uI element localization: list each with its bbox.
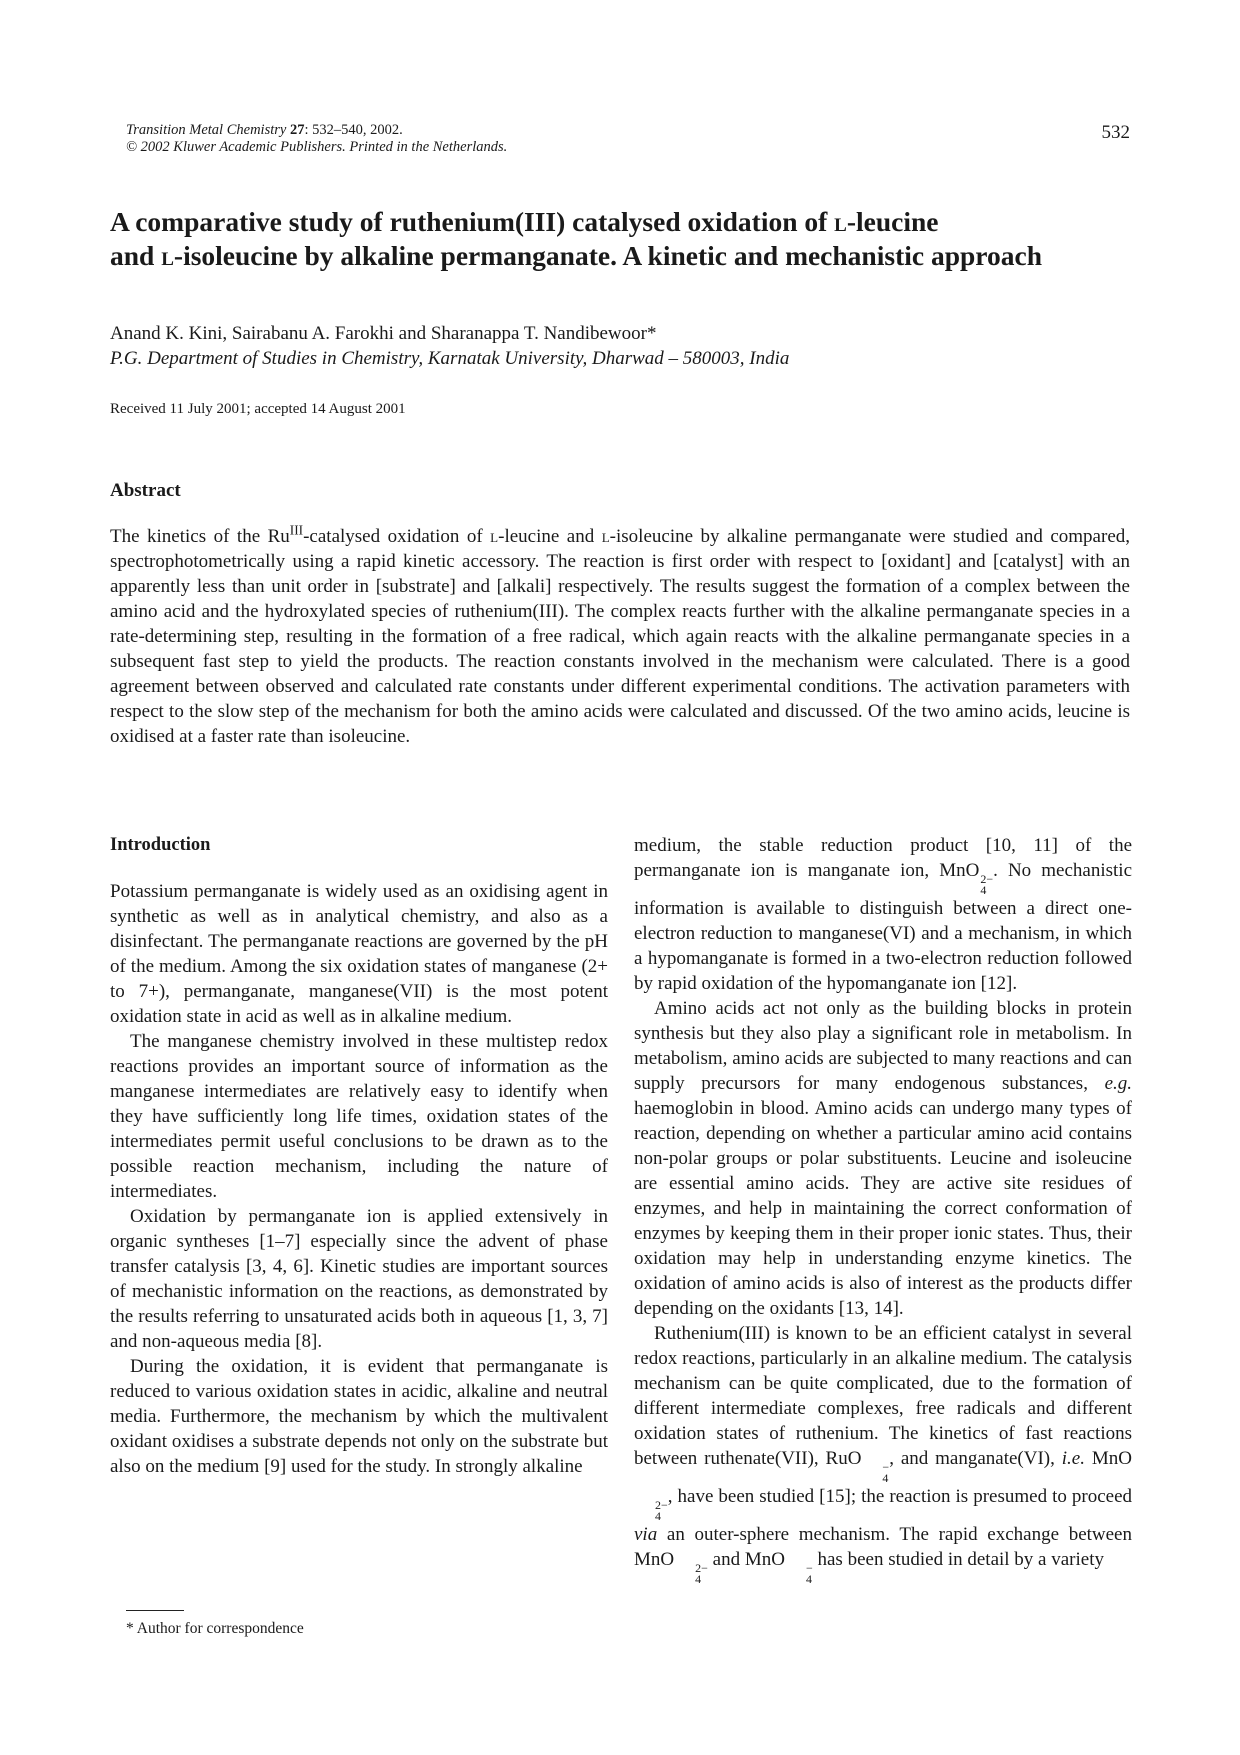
paragraph-text: , and manganate(VI), — [889, 1448, 1062, 1469]
abstract-text: The kinetics of the Ru — [110, 526, 290, 547]
ion-charge — [675, 1563, 708, 1585]
paragraph-text: has been studied in detail by a variety — [812, 1549, 1104, 1570]
paragraph-text: Amino acids act not only as the building blocks in protein synthesis but they also play a significant role in metabolism. In metabolism, amino acids are subjected to many reactions and can supply precursors for many endogenous substances, — [634, 998, 1132, 1094]
subscript: 4 — [882, 1471, 889, 1485]
journal-name: Transition Metal Chemistry — [126, 122, 287, 138]
paragraph-text: e.g. — [1104, 1073, 1132, 1094]
superscript: III — [289, 522, 304, 538]
ion-charge — [862, 1462, 889, 1484]
paragraph-text: Ruthenium(III) is known to be an efficient catalyst in several redox reactions, particularly in an alkaline medium. The catalysis mechanism can be quite complicated, due to the formation of different intermediate complexes, free radicals and different oxidation states of ruthenium. The kinetics of fast reactions between ruthenate(VII), RuO — [634, 1323, 1132, 1469]
title-text: l — [834, 206, 847, 237]
paragraph: Oxidation by permanganate ion is applied extensively in organic syntheses [1–7] especially since the advent of phase transfer catalysis [3, 4, 6]. Kinetic studies are important sources of mechanistic information on the reactions, as demonstrated by the results referring to unsaturated acids both in aqueous [1, 3, 7] and non-aqueous media [8]. — [110, 1206, 608, 1352]
charge: 2− — [980, 872, 994, 886]
charge: 2− — [655, 1498, 668, 1512]
charge: 2− — [695, 1561, 708, 1575]
title-text: and — [110, 240, 162, 271]
abstract-text: l — [490, 526, 499, 547]
abstract-text: -isoleucine by alkaline permanganate were studied and compared, spectrophotometrically using a rapid kinetic accessory. The reaction is first order with respect to [oxidant] and [catalyst] with an apparently less than unit order in [substrate] and [alkali] respectively. The results suggest the formation of a complex between the amino acid and the hydroxylated species of ruthenium(III). The complex reacts further with the alkaline permanganate species in a rate-determining step, resulting in the formation of a free radical, which again reacts with the alkaline permanganate species in a subsequent fast step to yield the products. The reaction constants involved in the mechanism were calculated. There is a good agreement between observed and calculated rate constants under different experimental conditions. The activation parameters with respect to the slow step of the mechanism for both the amino acids were calculated and discussed. Of the two amino acids, leucine is oxidised at a faster rate than isoleucine. — [110, 526, 1130, 747]
paragraph-text: medium, the stable reduction product [10, 11] of the permanganate ion is manganate ion, MnO — [634, 835, 1132, 881]
ion-charge — [635, 1500, 668, 1522]
paragraph-text: i.e. — [1061, 1448, 1085, 1469]
subscript: 4 — [805, 1572, 812, 1586]
paragraph — [634, 833, 1132, 996]
title-text: A comparative study of ruthenium(III) catalysed oxidation of — [110, 206, 835, 237]
footnote-rule — [126, 1610, 184, 1611]
journal-volume: 27 — [289, 122, 305, 138]
paragraph: The manganese chemistry involved in these multistep redox reactions provides an important source of information as the manganese intermediates are relatively easy to identify when they have sufficiently long life times, oxidation states of the intermediates permit useful conclusions to be drawn as to the possible reaction mechanism, including the nature of intermediates. — [110, 1031, 608, 1202]
paragraph-text: . No mechanistic information is available to distinguish between a direct one-electron reduction to manganese(VI) and a mechanism, in which a hypomanganate is formed in a two-electron reduction followed by rapid oxidation of the hypomanganate ion [12]. — [634, 860, 1132, 994]
paragraph-text: and MnO — [707, 1549, 785, 1570]
paragraph: During the oxidation, it is evident that permanganate is reduced to various oxidation states in acidic, alkaline and neutral media. Furthermore, the mechanism by which the multivalent oxidant oxidises a substrate depends not only on the substrate but also on the medium [9] used for the study. In strongly alkaline — [110, 1356, 608, 1477]
ion-charge — [786, 1563, 813, 1585]
footnote: * Author for correspondence — [126, 1620, 304, 1637]
journal-citation — [126, 122, 507, 156]
abstract-text: -catalysed oxidation of — [303, 526, 491, 547]
paragraph-text: haemoglobin in blood. Amino acids can undergo many types of reaction, depending on whether a particular amino acid contains non-polar groups or polar substituents. Leucine and isoleucine are essential amino acids. They are active site residues of enzymes, and help in maintaining the correct conformation of enzymes by keeping them in their proper ionic states. Thus, their oxidation may help in understanding enzyme kinetics. The oxidation of amino acids is also of interest as the products differ depending on the oxidants [13, 14]. — [634, 1098, 1132, 1319]
paragraph-text: via — [634, 1524, 658, 1545]
abstract-body — [110, 524, 1130, 749]
abstract-text: -leucine and — [498, 526, 602, 547]
title-text: -isoleucine by alkaline permanganate. A kinetic and mechanistic approach — [173, 240, 1042, 271]
journal-pages: : 532–540, 2002. — [304, 122, 403, 138]
right-column — [634, 833, 1132, 1585]
abstract-heading: Abstract — [110, 480, 181, 501]
paper-title — [110, 205, 1130, 273]
subscript: 4 — [655, 1509, 661, 1523]
title-text: l — [161, 240, 174, 271]
subscript: 4 — [980, 883, 987, 897]
copyright-line: © 2002 Kluwer Academic Publishers. Printed in the Netherlands. — [126, 139, 508, 155]
paragraph — [634, 1321, 1132, 1585]
introduction-heading: Introduction — [110, 835, 211, 855]
received-dates: Received 11 July 2001; accepted 14 August 2001 — [110, 401, 406, 417]
paragraph: Potassium permanganate is widely used as an oxidising agent in synthetic as well as in analytical chemistry, and also as a disinfectant. The permanganate reactions are governed by the pH of the medium. Among the six oxidation states of manganese (2+ to 7+), permanganate, manganese(VII) is the most potent oxidation state in acid as well as in alkaline medium. — [110, 881, 608, 1027]
title-text: -leucine — [846, 206, 939, 237]
page-number: 532 — [1101, 122, 1130, 143]
subscript: 4 — [695, 1572, 702, 1586]
abstract-text: l — [601, 526, 610, 547]
ion-charge — [980, 874, 993, 896]
affiliation: P.G. Department of Studies in Chemistry, Karnatak University, Dharwad – 580003, India — [110, 348, 790, 369]
paragraph-text: , have been studied [15]; the reaction is presumed to proceed — [667, 1486, 1132, 1507]
paragraph-text: an outer-sphere mechanism. The rapid exchange between MnO — [634, 1524, 1132, 1570]
paragraph — [634, 996, 1132, 1321]
charge: − — [882, 1460, 890, 1474]
author-list: Anand K. Kini, Sairabanu A. Farokhi and Sharanappa T. Nandibewoor* — [110, 323, 657, 344]
charge: − — [805, 1561, 813, 1575]
left-column — [110, 833, 608, 1479]
paragraph-text: MnO — [1084, 1448, 1132, 1469]
